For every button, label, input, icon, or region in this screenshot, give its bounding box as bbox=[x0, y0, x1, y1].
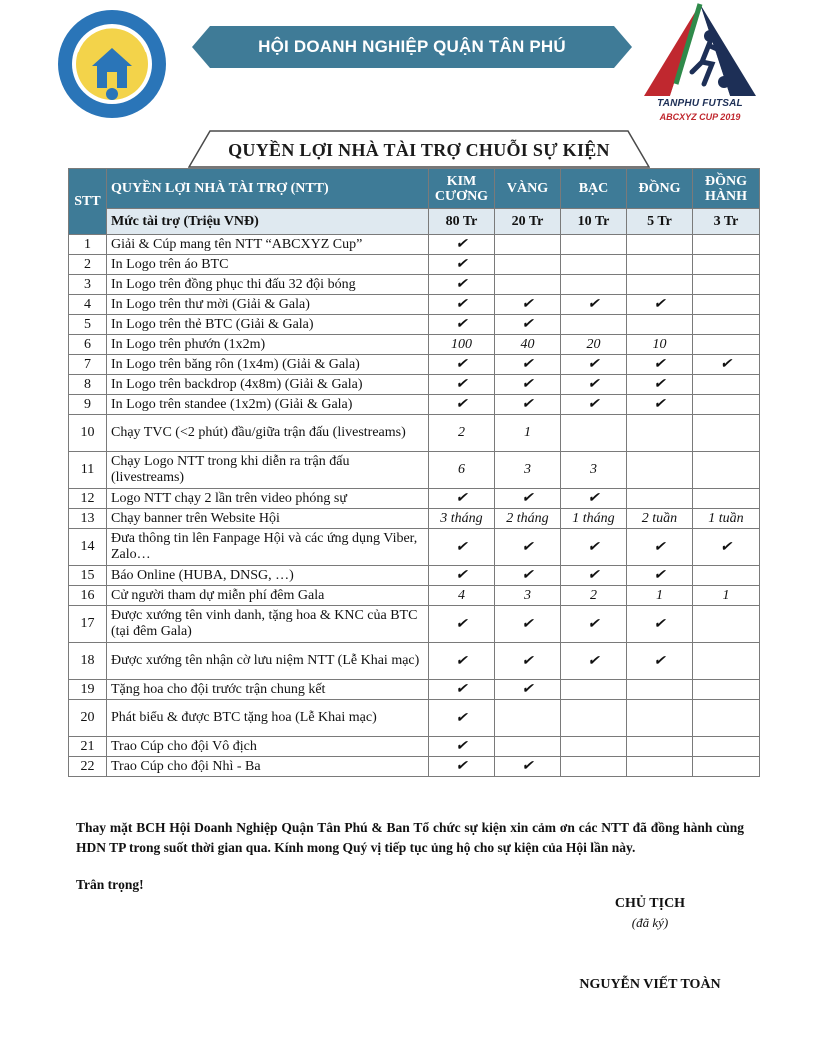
check-icon: ✔ bbox=[495, 643, 561, 680]
check-icon: ✔ bbox=[561, 566, 627, 586]
col-header-benefit: QUYỀN LỢI NHÀ TÀI TRỢ (NTT) bbox=[107, 169, 429, 209]
check-icon: ✔ bbox=[429, 700, 495, 737]
check-icon: ✔ bbox=[627, 566, 693, 586]
check-icon: ✔ bbox=[627, 355, 693, 375]
tier-value bbox=[693, 335, 760, 355]
tier-value bbox=[693, 295, 760, 315]
event-logo-emblem bbox=[640, 2, 760, 98]
check-icon: ✔ bbox=[627, 375, 693, 395]
check-icon: ✔ bbox=[561, 643, 627, 680]
check-icon: ✔ bbox=[693, 355, 760, 375]
row-number: 6 bbox=[69, 335, 107, 355]
table-row bbox=[69, 757, 760, 777]
signatory-title: CHỦ TỊCH bbox=[614, 896, 686, 911]
row-number: 16 bbox=[69, 586, 107, 606]
row-number: 8 bbox=[69, 375, 107, 395]
check-icon: ✔ bbox=[627, 606, 693, 643]
table-row bbox=[69, 415, 760, 452]
benefit-text: Được xướng tên vinh danh, tặng hoa & KNC của BTC (tại đêm Gala) bbox=[107, 606, 429, 643]
benefit-text: Giải & Cúp mang tên NTT “ABCXYZ Cup” bbox=[107, 235, 429, 255]
check-icon: ✔ bbox=[429, 295, 495, 315]
tier-value: 2 tuần bbox=[627, 509, 693, 529]
signatory-name: NGUYỄN VIẾT TOÀN bbox=[579, 977, 721, 992]
benefit-text: Cử người tham dự miễn phí đêm Gala bbox=[107, 586, 429, 606]
fee-value: 20 Tr bbox=[495, 209, 561, 235]
tier-value: 4 bbox=[429, 586, 495, 606]
row-number: 17 bbox=[69, 606, 107, 643]
tier-value bbox=[693, 700, 760, 737]
row-number: 7 bbox=[69, 355, 107, 375]
table-row bbox=[69, 489, 760, 509]
table-header-row bbox=[69, 169, 760, 209]
check-icon: ✔ bbox=[429, 606, 495, 643]
tier-value bbox=[495, 255, 561, 275]
benefits-table bbox=[68, 168, 760, 777]
benefit-text: In Logo trên áo BTC bbox=[107, 255, 429, 275]
tier-value bbox=[693, 757, 760, 777]
tier-value: 3 tháng bbox=[429, 509, 495, 529]
tier-value: 10 bbox=[627, 335, 693, 355]
check-icon: ✔ bbox=[495, 606, 561, 643]
row-number: 20 bbox=[69, 700, 107, 737]
benefit-text: In Logo trên băng rôn (1x4m) (Giải & Gala) bbox=[107, 355, 429, 375]
benefit-text: In Logo trên thư mời (Giải & Gala) bbox=[107, 295, 429, 315]
tier-value bbox=[627, 737, 693, 757]
tier-value bbox=[561, 757, 627, 777]
tier-value bbox=[693, 415, 760, 452]
benefit-text: In Logo trên phướn (1x2m) bbox=[107, 335, 429, 355]
table-row bbox=[69, 452, 760, 489]
fee-row bbox=[69, 209, 760, 235]
check-icon: ✔ bbox=[495, 375, 561, 395]
tier-value bbox=[627, 757, 693, 777]
tier-value bbox=[561, 700, 627, 737]
benefit-text: Phát biểu & được BTC tặng hoa (Lễ Khai mạc) bbox=[107, 700, 429, 737]
tier-value: 1 bbox=[495, 415, 561, 452]
tier-value bbox=[561, 235, 627, 255]
table-row bbox=[69, 235, 760, 255]
regards: Trân trọng! bbox=[76, 877, 144, 892]
fee-value: 3 Tr bbox=[693, 209, 760, 235]
check-icon: ✔ bbox=[429, 566, 495, 586]
tier-value: 3 bbox=[561, 452, 627, 489]
table-row bbox=[69, 737, 760, 757]
col-header-stt: STT bbox=[69, 169, 107, 235]
benefit-text: Logo NTT chạy 2 lần trên video phóng sự bbox=[107, 489, 429, 509]
col-header-tier: KIM CƯƠNG bbox=[429, 169, 495, 209]
check-icon: ✔ bbox=[429, 315, 495, 335]
tier-value bbox=[693, 643, 760, 680]
row-number: 13 bbox=[69, 509, 107, 529]
check-icon: ✔ bbox=[495, 489, 561, 509]
table-row bbox=[69, 375, 760, 395]
tier-value: 2 bbox=[561, 586, 627, 606]
benefit-text: Báo Online (HUBA, DNSG, …) bbox=[107, 566, 429, 586]
check-icon: ✔ bbox=[429, 275, 495, 295]
event-logo bbox=[640, 2, 770, 126]
tier-value bbox=[693, 395, 760, 415]
check-icon: ✔ bbox=[561, 295, 627, 315]
tier-value bbox=[561, 275, 627, 295]
check-icon: ✔ bbox=[429, 255, 495, 275]
tier-value: 2 tháng bbox=[495, 509, 561, 529]
fee-value: 10 Tr bbox=[561, 209, 627, 235]
benefit-text: In Logo trên đồng phục thi đấu 32 đội bóng bbox=[107, 275, 429, 295]
check-icon: ✔ bbox=[561, 606, 627, 643]
row-number: 19 bbox=[69, 680, 107, 700]
tier-value bbox=[495, 737, 561, 757]
table-row bbox=[69, 700, 760, 737]
tier-value: 2 bbox=[429, 415, 495, 452]
row-number: 5 bbox=[69, 315, 107, 335]
benefit-text: Trao Cúp cho đội Vô địch bbox=[107, 737, 429, 757]
tier-value bbox=[627, 700, 693, 737]
benefit-text: Chạy banner trên Website Hội bbox=[107, 509, 429, 529]
table-row bbox=[69, 355, 760, 375]
check-icon: ✔ bbox=[627, 295, 693, 315]
tier-value bbox=[495, 275, 561, 295]
event-logo-cup: ABCXYZ CUP 2019 bbox=[659, 112, 741, 122]
tier-value bbox=[627, 235, 693, 255]
benefit-text: Được xướng tên nhận cờ lưu niệm NTT (Lễ Khai mạc) bbox=[107, 643, 429, 680]
tier-value bbox=[495, 235, 561, 255]
tier-value bbox=[561, 680, 627, 700]
col-header-tier: VÀNG bbox=[495, 169, 561, 209]
table-row bbox=[69, 680, 760, 700]
check-icon: ✔ bbox=[561, 489, 627, 509]
table-row bbox=[69, 255, 760, 275]
fee-value: 5 Tr bbox=[627, 209, 693, 235]
col-header-tier: ĐỒNG HÀNH bbox=[693, 169, 760, 209]
row-number: 10 bbox=[69, 415, 107, 452]
row-number: 12 bbox=[69, 489, 107, 509]
tier-value bbox=[561, 737, 627, 757]
tier-value bbox=[561, 415, 627, 452]
check-icon: ✔ bbox=[561, 375, 627, 395]
tier-value bbox=[561, 315, 627, 335]
col-header-tier: BẠC bbox=[561, 169, 627, 209]
page-title-box bbox=[188, 130, 650, 168]
check-icon: ✔ bbox=[627, 395, 693, 415]
tier-value: 1 tháng bbox=[561, 509, 627, 529]
check-icon: ✔ bbox=[495, 680, 561, 700]
tier-value bbox=[693, 275, 760, 295]
tier-value bbox=[693, 375, 760, 395]
benefit-text: In Logo trên standee (1x2m) (Giải & Gala) bbox=[107, 395, 429, 415]
check-icon: ✔ bbox=[495, 395, 561, 415]
thanks-note: Thay mặt BCH Hội Doanh Nghiệp Quận Tân Phú & Ban Tổ chức sự kiện xin cảm ơn các NTT đã đồng hành cùng HDN TP trong suốt thời gian qua. Kính mong Quý vị tiếp tục ủng hộ cho sự kiện của Hội lần này. bbox=[76, 820, 744, 855]
tier-value bbox=[693, 737, 760, 757]
org-name: HỘI DOANH NGHIỆP QUẬN TÂN PHÚ bbox=[258, 37, 566, 56]
check-icon: ✔ bbox=[429, 395, 495, 415]
row-number: 9 bbox=[69, 395, 107, 415]
tier-value bbox=[627, 452, 693, 489]
tier-value bbox=[693, 255, 760, 275]
row-number: 4 bbox=[69, 295, 107, 315]
table-row bbox=[69, 606, 760, 643]
check-icon: ✔ bbox=[429, 355, 495, 375]
tier-value: 1 bbox=[627, 586, 693, 606]
tier-value bbox=[627, 275, 693, 295]
check-icon: ✔ bbox=[429, 235, 495, 255]
table-row bbox=[69, 586, 760, 606]
row-number: 2 bbox=[69, 255, 107, 275]
check-icon: ✔ bbox=[627, 643, 693, 680]
page-title: QUYỀN LỢI NHÀ TÀI TRỢ CHUỖI SỰ KIỆN bbox=[228, 140, 610, 160]
col-header-tier: ĐỒNG bbox=[627, 169, 693, 209]
check-icon: ✔ bbox=[561, 395, 627, 415]
check-icon: ✔ bbox=[429, 489, 495, 509]
benefit-text: Chạy Logo NTT trong khi diễn ra trận đấu (livestreams) bbox=[107, 452, 429, 489]
tier-value bbox=[693, 680, 760, 700]
check-icon: ✔ bbox=[495, 529, 561, 566]
tier-value bbox=[693, 489, 760, 509]
tier-value: 20 bbox=[561, 335, 627, 355]
check-icon: ✔ bbox=[429, 757, 495, 777]
benefit-rows bbox=[69, 235, 760, 777]
tier-value: 3 bbox=[495, 452, 561, 489]
tier-value: 100 bbox=[429, 335, 495, 355]
check-icon: ✔ bbox=[429, 737, 495, 757]
fee-value: 80 Tr bbox=[429, 209, 495, 235]
check-icon: ✔ bbox=[693, 529, 760, 566]
tier-value bbox=[627, 315, 693, 335]
check-icon: ✔ bbox=[429, 529, 495, 566]
check-icon: ✔ bbox=[495, 566, 561, 586]
check-icon: ✔ bbox=[495, 757, 561, 777]
benefit-text: Chạy TVC (<2 phút) đầu/giữa trận đấu (livestreams) bbox=[107, 415, 429, 452]
tier-value bbox=[693, 315, 760, 335]
signed-note: (đã ký) bbox=[631, 915, 669, 930]
tier-value bbox=[693, 606, 760, 643]
check-icon: ✔ bbox=[429, 680, 495, 700]
table-row bbox=[69, 295, 760, 315]
tier-value bbox=[693, 235, 760, 255]
check-icon: ✔ bbox=[627, 529, 693, 566]
row-number: 3 bbox=[69, 275, 107, 295]
org-banner bbox=[192, 26, 632, 68]
table-row bbox=[69, 335, 760, 355]
row-number: 1 bbox=[69, 235, 107, 255]
check-icon: ✔ bbox=[561, 529, 627, 566]
table-row bbox=[69, 566, 760, 586]
tier-value bbox=[693, 452, 760, 489]
benefit-text: In Logo trên backdrop (4x8m) (Giải & Gala) bbox=[107, 375, 429, 395]
check-icon: ✔ bbox=[429, 375, 495, 395]
tier-value: 1 tuần bbox=[693, 509, 760, 529]
table-row bbox=[69, 275, 760, 295]
check-icon: ✔ bbox=[495, 295, 561, 315]
table-row bbox=[69, 529, 760, 566]
benefit-text: In Logo trên thẻ BTC (Giải & Gala) bbox=[107, 315, 429, 335]
tier-value bbox=[627, 415, 693, 452]
check-icon: ✔ bbox=[495, 355, 561, 375]
tier-value bbox=[693, 566, 760, 586]
benefit-text: Trao Cúp cho đội Nhì - Ba bbox=[107, 757, 429, 777]
table-row bbox=[69, 395, 760, 415]
org-logo bbox=[52, 8, 172, 120]
row-number: 18 bbox=[69, 643, 107, 680]
table-row bbox=[69, 509, 760, 529]
row-number: 21 bbox=[69, 737, 107, 757]
tier-value: 3 bbox=[495, 586, 561, 606]
row-number: 22 bbox=[69, 757, 107, 777]
row-number: 11 bbox=[69, 452, 107, 489]
tier-value bbox=[627, 680, 693, 700]
tier-value: 6 bbox=[429, 452, 495, 489]
tier-value bbox=[561, 255, 627, 275]
benefit-text: Tặng hoa cho đội trước trận chung kết bbox=[107, 680, 429, 700]
org-logo-emblem bbox=[52, 8, 172, 120]
tier-value bbox=[495, 700, 561, 737]
tier-value: 1 bbox=[693, 586, 760, 606]
tier-value bbox=[627, 489, 693, 509]
row-number: 15 bbox=[69, 566, 107, 586]
tier-value bbox=[627, 255, 693, 275]
check-icon: ✔ bbox=[429, 643, 495, 680]
row-number: 14 bbox=[69, 529, 107, 566]
benefit-text: Đưa thông tin lên Fanpage Hội và các ứng dụng Viber, Zalo… bbox=[107, 529, 429, 566]
check-icon: ✔ bbox=[495, 315, 561, 335]
check-icon: ✔ bbox=[561, 355, 627, 375]
table-row bbox=[69, 643, 760, 680]
table-row bbox=[69, 315, 760, 335]
event-logo-name: TANPHU FUTSAL bbox=[657, 98, 743, 109]
tier-value: 40 bbox=[495, 335, 561, 355]
fee-label: Mức tài trợ (Triệu VNĐ) bbox=[107, 209, 429, 235]
